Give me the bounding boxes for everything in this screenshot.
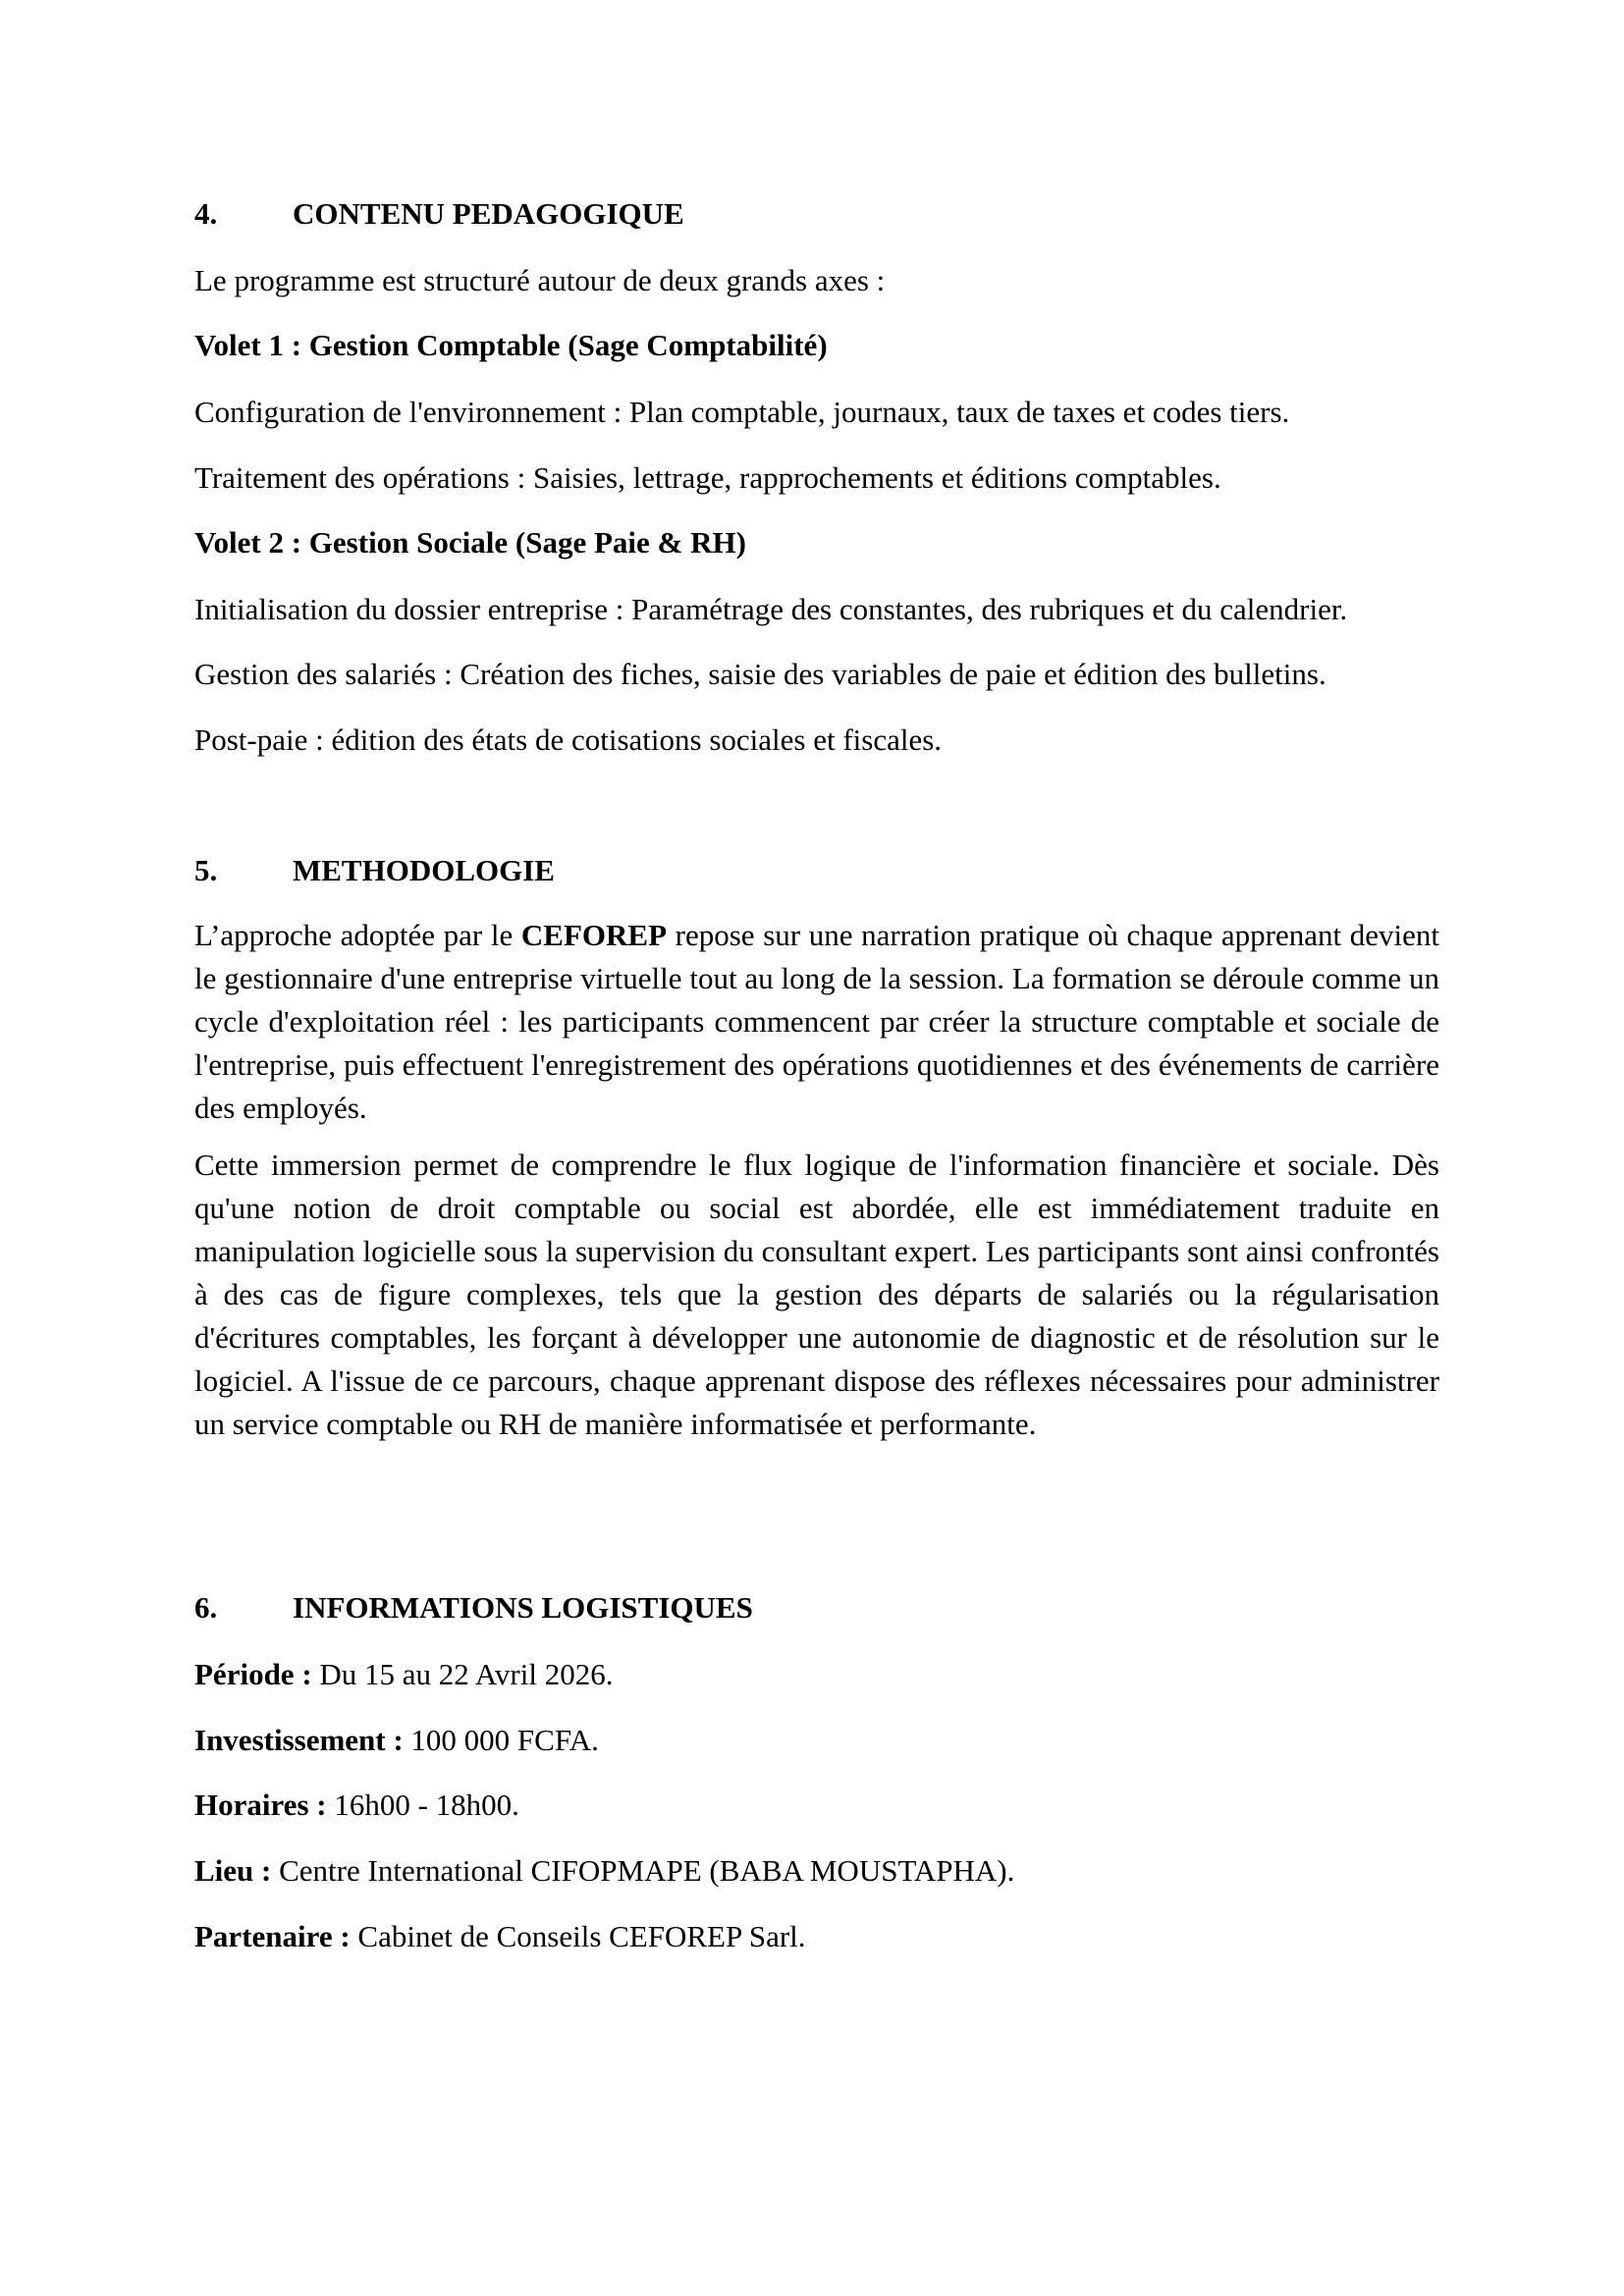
volet-2-item: Gestion des salariés : Création des fiches, saisie des variables de paie et édition des bulletins. bbox=[194, 657, 1326, 691]
logistics-value: Du 15 au 22 Avril 2026. bbox=[311, 1657, 614, 1691]
logistics-item-periode bbox=[194, 1657, 613, 1692]
logistics-label: Investissement : bbox=[194, 1723, 404, 1757]
methodology-p1-end: repose sur une narration pratique où chaque apprenant devient le gestionnaire d'une entreprise virtuelle tout au long de la session. La formation se déroule comme un cycle d'exploitation réel : les participants commencent par créer la structure comptable et sociale de l'entreprise, puis effectuent l'enregistrement des opérations quotidiennes et des événements de carrière des employés. bbox=[194, 918, 1439, 1125]
logistics-value: 16h00 - 18h00. bbox=[326, 1788, 519, 1822]
section-5-number: 5. bbox=[194, 853, 218, 887]
section-4-intro: Le programme est structuré autour de deux grands axes : bbox=[194, 263, 886, 297]
volet-2-item: Initialisation du dossier entreprise : Paramétrage des constantes, des rubriques et du calendrier. bbox=[194, 592, 1348, 626]
logistics-label: Période : bbox=[194, 1657, 312, 1691]
section-4-number: 4. bbox=[194, 196, 218, 231]
volet-1-item: Configuration de l'environnement : Plan comptable, journaux, taux de taxes et codes tiers. bbox=[194, 395, 1290, 429]
volet-1-title: Volet 1 : Gestion Comptable (Sage Comptabilité) bbox=[194, 328, 828, 362]
volet-1-item: Traitement des opérations : Saisies, lettrage, rapprochements et éditions comptables. bbox=[194, 460, 1221, 495]
section-5-heading bbox=[194, 853, 555, 888]
logistics-item-horaires bbox=[194, 1788, 519, 1823]
logistics-item-investissement bbox=[194, 1723, 599, 1758]
logistics-label: Lieu : bbox=[194, 1853, 272, 1888]
methodology-p2-text: Cette immersion permet de comprendre le flux logique de l'information financière et sociale. Dès qu'une notion de droit comptable ou social est abordée, elle est immédiatement traduite en manipulation logicielle sous la supervision du consultant expert. Les participants sont ainsi confrontés à des cas de figure complexes, tels que la gestion des départs de salariés ou la régularisation d'écritures comptables, les forçant à développer une autonomie de diagnostic et de résolution sur le logiciel. A l'issue de ce parcours, chaque apprenant dispose des réflexes nécessaires pour administrer un service comptable ou RH de manière informatisée et performante. bbox=[194, 1148, 1439, 1441]
logistics-label: Horaires : bbox=[194, 1788, 327, 1822]
section-6-title: INFORMATIONS LOGISTIQUES bbox=[293, 1590, 753, 1625]
section-4-heading bbox=[194, 196, 684, 232]
logistics-value: Centre International CIFOPMAPE (BABA MOUSTAPHA). bbox=[271, 1853, 1015, 1888]
section-4-title: CONTENU PEDAGOGIQUE bbox=[293, 196, 684, 231]
logistics-item-lieu bbox=[194, 1853, 1014, 1889]
brand-name: CEFOREP bbox=[520, 918, 668, 952]
logistics-item-partenaire bbox=[194, 1919, 806, 1954]
methodology-paragraph-1 bbox=[194, 914, 1439, 1130]
section-6-heading bbox=[194, 1590, 753, 1626]
logistics-value: Cabinet de Conseils CEFOREP Sarl. bbox=[350, 1919, 806, 1953]
volet-2-item: Post-paie : édition des états de cotisations sociales et fiscales. bbox=[194, 722, 943, 757]
methodology-paragraph-2 bbox=[194, 1144, 1439, 1446]
section-6-number: 6. bbox=[194, 1590, 218, 1625]
section-5-title: METHODOLOGIE bbox=[293, 853, 555, 887]
volet-2-title: Volet 2 : Gestion Sociale (Sage Paie & RH) bbox=[194, 525, 746, 560]
logistics-value: 100 000 FCFA. bbox=[403, 1723, 599, 1757]
methodology-p1-start: L’approche adoptée par le bbox=[194, 918, 521, 952]
logistics-label: Partenaire : bbox=[194, 1919, 351, 1953]
